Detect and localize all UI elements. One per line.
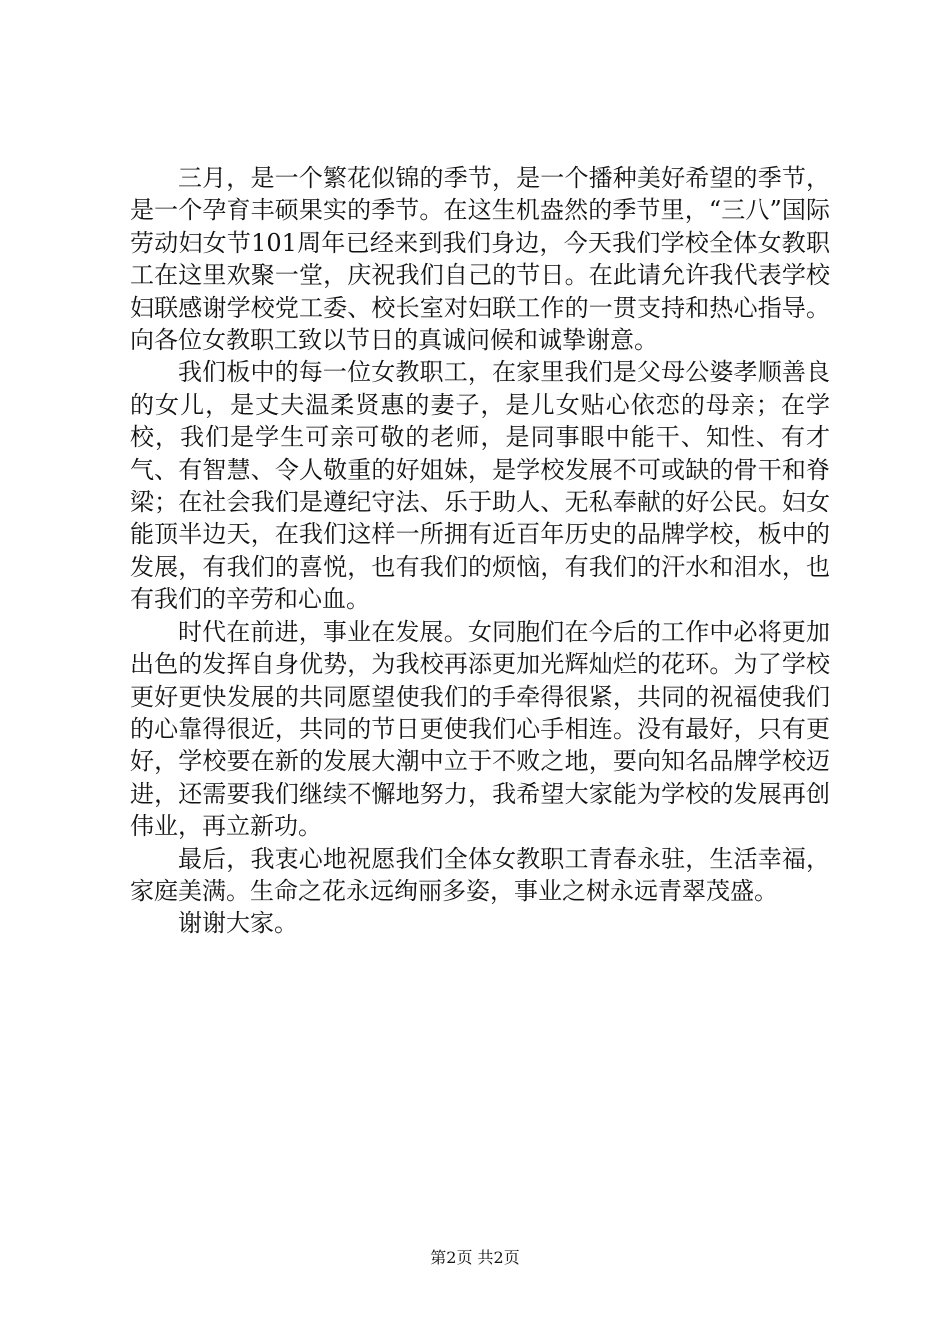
paragraph-thanks: 谢谢大家。 xyxy=(178,909,298,938)
paragraph-progress: 时代在前进，事业在发展。女同胞们在今后的工作中必将更加出色的发挥自身优势，为我校再添更加光辉灿烂的花环。为了学校更好更快发展的共同愿望使我们的手牵得很紧，共同的祝福使我们的心靠得很近，共同的节日更使我们心手相连。没有最好，只有更好，学校要在新的发展大潮中立于不败之地，要向知名品牌学校迈进，还需要我们继续不懈地努力，我希望大家能为学校的发展再创伟业，再立新功。 xyxy=(130,617,830,841)
body-text xyxy=(130,162,830,940)
paragraph-opening: 三月，是一个繁花似锦的季节，是一个播种美好希望的季节，是一个孕育丰硕果实的季节。在这生机盎然的季节里，“三八”国际劳动妇女节101周年已经来到我们身边，今天我们学校全体女教职工在这里欢聚一堂，庆祝我们自己的节日。在此请允许我代表学校妇联感谢学校党工委、校长室对妇联工作的一贯支持和热心指导。向各位女教职工致以节日的真诚问候和诚挚谢意。 xyxy=(130,164,830,355)
page-footer: 第2页 共2页 xyxy=(430,1248,520,1267)
paragraph-roles: 我们板中的每一位女教职工，在家里我们是父母公婆孝顺善良的女儿，是丈夫温柔贤惠的妻子，是儿女贴心依恋的母亲；在学校，我们是学生可亲可敬的老师，是同事眼中能干、知性、有才气、有智慧、令人敬重的好姐妹，是学校发展不可或缺的骨干和脊梁；在社会我们是遵纪守法、乐于助人、无私奉献的好公民。妇女能顶半边天，在我们这样一所拥有近百年历史的品牌学校，板中的发展，有我们的喜悦，也有我们的烦恼，有我们的汗水和泪水，也有我们的辛劳和心血。 xyxy=(130,358,830,614)
paragraph-wishes: 最后，我衷心地祝愿我们全体女教职工青春永驻，生活幸福，家庭美满。生命之花永远绚丽多姿，事业之树永远青翠茂盛。 xyxy=(130,844,830,905)
